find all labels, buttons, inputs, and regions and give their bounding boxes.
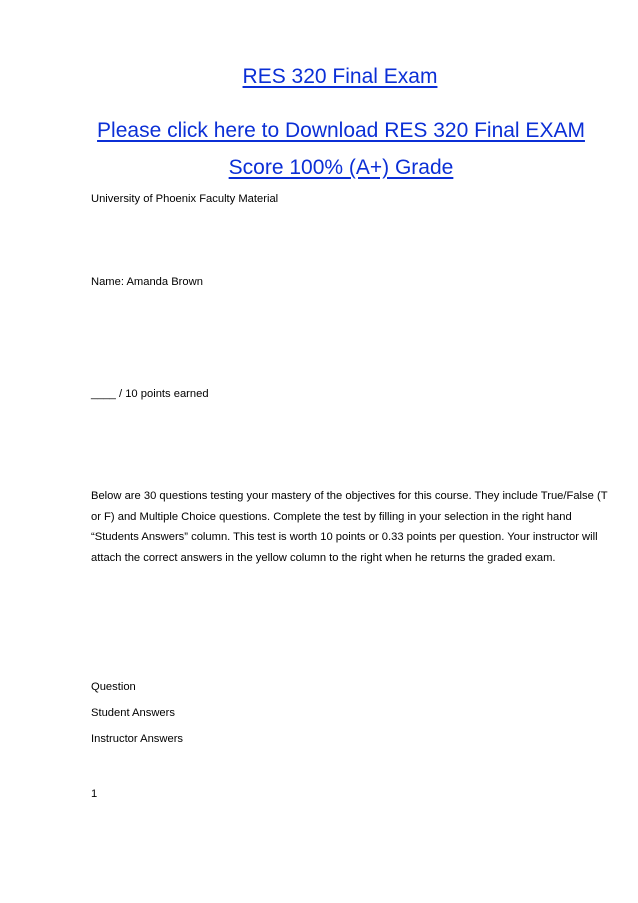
faculty-material-text: University of Phoenix Faculty Material xyxy=(91,193,279,205)
student-name-text: Name: Amanda Brown xyxy=(91,276,203,288)
download-exam-link[interactable]: Please click here to Download RES 320 Final EXAM Score 100% (A+) Grade xyxy=(97,119,585,179)
column-header-question: Question xyxy=(91,681,136,693)
points-earned-text: ____ / 10 points earned xyxy=(91,388,209,400)
column-header-student-answers: Student Answers xyxy=(91,707,175,719)
instructions-paragraph: Below are 30 questions testing your mastery of the objectives for this course. They include True/False (T or F) and Multiple Choice questions. Complete the test by filling in your selection in the right hand “Students Answers” column. This test is worth 10 points or 0.33 points per question. Your instructor will attach the correct answers in the yellow column to the right when he returns the graded exam. xyxy=(91,490,608,564)
exam-title-link[interactable]: RES 320 Final Exam xyxy=(242,65,438,88)
column-header-instructor-answers: Instructor Answers xyxy=(91,733,184,745)
question-number: 1 xyxy=(91,788,98,800)
